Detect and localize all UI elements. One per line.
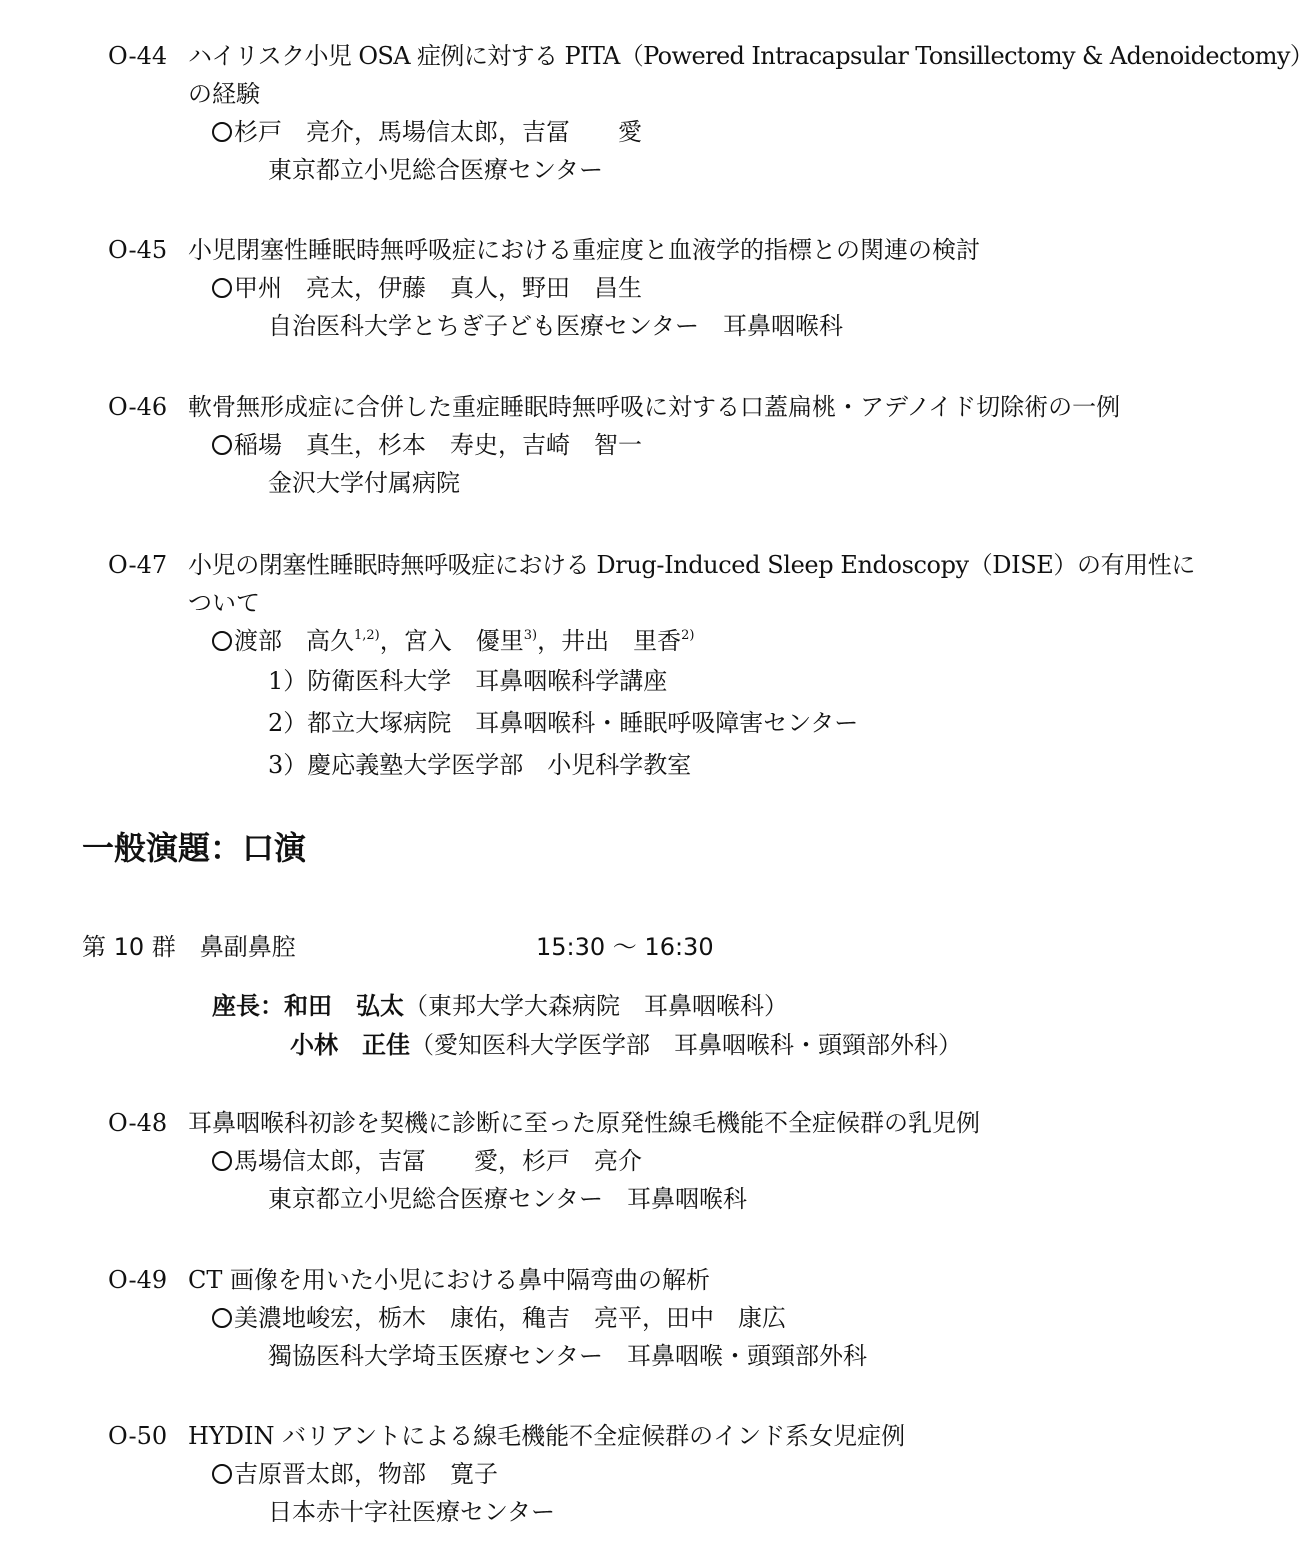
chair-affiliation: （東邦大学大森病院 耳鼻咽喉科） [404,992,788,1020]
presenter-circle-icon [212,631,232,651]
abstract-entry-o44 [108,37,1314,189]
chair-label: 座長： [212,992,284,1020]
session-time: 15:30 〜 16:30 [536,933,714,961]
abstract-title: CT 画像を用いた小児における鼻中隔弯曲の解析 [188,1266,710,1294]
abstract-title: 耳鼻咽喉科初診を契機に診断に至った原発性線毛機能不全症候群の乳児例 [188,1109,980,1137]
affiliation: 2）都立大塚病院 耳鼻咽喉科・睡眠呼吸障害センター [268,709,859,737]
session-group: 第 10 群 鼻副鼻腔 [82,933,296,961]
abstract-title: 軟骨無形成症に合併した重症睡眠時無呼吸に対する口蓋扁桃・アデノイド切除術の一例 [188,393,1121,421]
section-heading: 一般演題：口演 [82,829,307,867]
author-list: 馬場信太郎，吉冨 愛，杉戸 亮介 [212,1142,642,1180]
abstract-entry-o45 [108,231,1288,345]
presenter-circle-icon [212,1464,232,1484]
affiliation: 日本赤十字社医療センター [268,1498,556,1526]
abstract-title-continuation: の経験 [188,80,260,108]
abstract-title: 小児閉塞性睡眠時無呼吸症における重症度と血液学的指標との関連の検討 [188,236,980,264]
abstract-number: O-50 [108,1422,168,1450]
abstract-entry-o46 [108,388,1288,502]
author-affiliation-mark: 1,2) [354,628,380,643]
affiliation: 3）慶応義塾大学医学部 小児科学教室 [268,751,692,779]
presenter-circle-icon [212,435,232,455]
presenter-circle-icon [212,1308,232,1328]
abstract-title-continuation: ついて [188,589,260,617]
abstract-number: O-46 [108,393,168,421]
chair-name: 和田 弘太 [284,992,404,1020]
chair-affiliation: （愛知医科大学医学部 耳鼻咽喉科・頭頸部外科） [410,1031,962,1059]
abstract-number: O-47 [108,551,168,579]
presenter-circle-icon [212,122,232,142]
abstract-number: O-45 [108,236,168,264]
chair-name: 小林 正佳 [290,1031,410,1059]
chair-row-2 [290,1026,962,1064]
abstract-entry-o48 [108,1104,1288,1218]
affiliation: 金沢大学付属病院 [268,469,460,497]
affiliation: 東京都立小児総合医療センター [268,156,604,184]
abstract-title: 小児の閉塞性睡眠時無呼吸症における Drug-Induced Sleep Endoscopy（DISE）の有用性に [188,551,1195,579]
author-affiliation-mark: 3) [523,628,538,643]
abstract-number: O-48 [108,1109,168,1137]
author-list: 杉戸 亮介，馬場信太郎，吉冨 愛 [212,113,642,151]
presenter-circle-icon [212,278,232,298]
presenter-circle-icon [212,1151,232,1171]
affiliation: 東京都立小児総合医療センター 耳鼻咽喉科 [268,1185,748,1213]
abstract-entry-o50 [108,1417,1288,1531]
author-list: 美濃地峻宏，栃木 康佑，穐吉 亮平，田中 康広 [212,1299,786,1337]
abstract-number: O-49 [108,1266,168,1294]
abstract-number: O-44 [108,42,168,70]
affiliation: 1）防衛医科大学 耳鼻咽喉科学講座 [268,667,668,695]
author-list: 吉原晋太郎，物部 寛子 [212,1455,498,1493]
chair-row-1 [212,987,788,1025]
affiliation: 獨協医科大学埼玉医療センター 耳鼻咽喉・頭頸部外科 [268,1342,868,1370]
abstract-title: HYDIN バリアントによる線毛機能不全症候群のインド系女児症例 [188,1422,906,1450]
author-affiliation-mark: 2) [681,628,695,643]
abstract-title: ハイリスク小児 OSA 症例に対する PITA（Powered Intracapsular Tonsillectomy & Adenoidectomy） [188,42,1314,70]
author-list: 稲場 真生，杉本 寿史，吉崎 智一 [212,426,642,464]
abstract-entry-o47 [108,546,1288,786]
affiliation: 自治医科大学とちぎ子ども医療センター 耳鼻咽喉科 [268,312,844,340]
abstract-entry-o49 [108,1261,1288,1375]
author-list: 甲州 亮太，伊藤 真人，野田 昌生 [212,269,642,307]
author-list: 渡部 高久$^{1,2)}$，宮入 優里$^{3)}$，井出 里香$^{2)}$ [212,622,694,660]
